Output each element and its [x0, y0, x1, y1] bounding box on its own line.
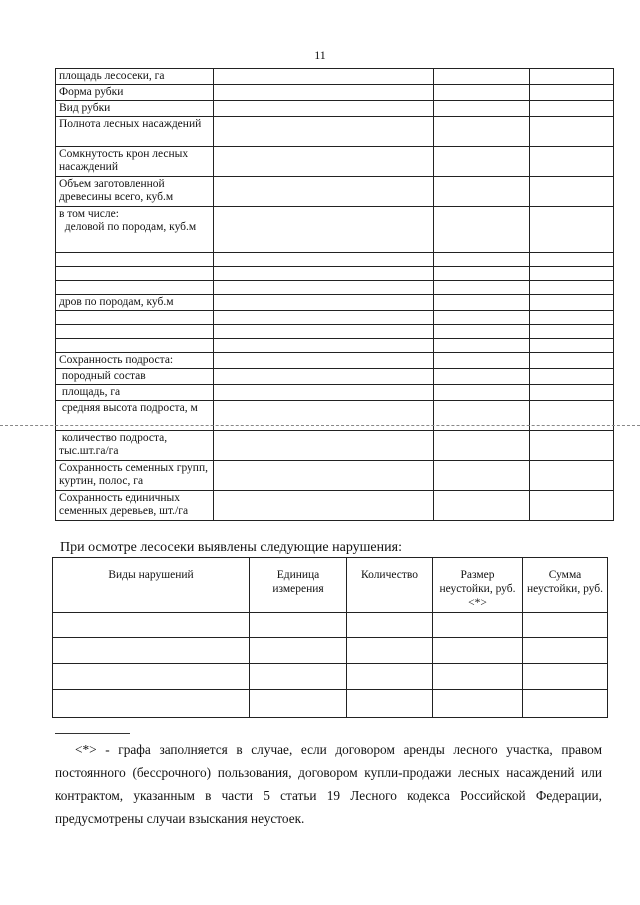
table-row [56, 369, 614, 385]
header-violation-types: Виды нарушений [53, 558, 250, 613]
empty-cell [530, 101, 614, 117]
empty-cell [214, 207, 434, 253]
empty-cell [434, 295, 530, 311]
empty-cell [347, 613, 433, 638]
table-row [56, 311, 614, 325]
empty-cell [214, 401, 434, 431]
empty-cell [214, 69, 434, 85]
table-row [56, 385, 614, 401]
empty-cell [434, 311, 530, 325]
empty-cell [214, 325, 434, 339]
row-label: количество подроста, тыс.шт.га/га [56, 431, 214, 461]
empty-cell [214, 385, 434, 401]
empty-cell [434, 267, 530, 281]
empty-cell [530, 147, 614, 177]
table-row [56, 253, 614, 267]
table-row [56, 117, 614, 147]
table-row [56, 491, 614, 521]
empty-cell [530, 353, 614, 369]
empty-cell [530, 431, 614, 461]
table-row [56, 147, 614, 177]
empty-cell [434, 117, 530, 147]
empty-cell [250, 690, 347, 718]
row-label: дров по породам, куб.м [56, 295, 214, 311]
scan-fold-line [0, 425, 640, 426]
table-row [56, 281, 614, 295]
empty-cell [434, 385, 530, 401]
table-row [56, 461, 614, 491]
empty-cell [347, 638, 433, 664]
empty-cell [530, 295, 614, 311]
empty-cell [434, 401, 530, 431]
table-row [56, 101, 614, 117]
empty-cell [433, 638, 523, 664]
empty-cell [433, 613, 523, 638]
empty-cell [434, 339, 530, 353]
row-label [56, 325, 214, 339]
table-row [56, 353, 614, 369]
table-row [53, 613, 608, 638]
empty-cell [250, 613, 347, 638]
empty-cell [530, 339, 614, 353]
empty-cell [530, 369, 614, 385]
footnote-text: <*> - графа заполняется в случае, если договором аренды лесного участка, правом постоянного (бессрочного) пользования, договором купли-продажи лесных насаждений или контрактом, указанным в части 5 статьи 19 Лесного кодекса Российской Федерации, предусмотрены случаи взыскания неустоек. [55, 742, 602, 826]
table-row [53, 664, 608, 690]
empty-cell [434, 253, 530, 267]
empty-cell [434, 207, 530, 253]
row-label: площадь, га [56, 385, 214, 401]
row-label: Вид рубки [56, 101, 214, 117]
table-row [56, 401, 614, 431]
empty-cell [347, 690, 433, 718]
violations-header-row [53, 558, 608, 613]
row-label: Сохранность единичных семенных деревьев, шт./га [56, 491, 214, 521]
empty-cell [434, 353, 530, 369]
header-unit: Единица измерения [250, 558, 347, 613]
empty-cell [53, 638, 250, 664]
empty-cell [214, 353, 434, 369]
empty-cell [523, 664, 608, 690]
row-label: Объем заготовленной древесины всего, куб.м [56, 177, 214, 207]
empty-cell [434, 325, 530, 339]
empty-cell [214, 369, 434, 385]
empty-cell [530, 177, 614, 207]
header-penalty-sum: Сумма неустойки, руб. [523, 558, 608, 613]
row-label: Сохранность подроста: [56, 353, 214, 369]
empty-cell [214, 267, 434, 281]
header-quantity: Количество [347, 558, 433, 613]
empty-cell [433, 664, 523, 690]
empty-cell [530, 69, 614, 85]
empty-cell [53, 664, 250, 690]
empty-cell [434, 101, 530, 117]
empty-cell [434, 281, 530, 295]
empty-cell [250, 664, 347, 690]
empty-cell [523, 613, 608, 638]
empty-cell [214, 177, 434, 207]
row-label: в том числе: деловой по породам, куб.м [56, 207, 214, 253]
empty-cell [523, 690, 608, 718]
row-label [56, 267, 214, 281]
table-row [53, 638, 608, 664]
empty-cell [434, 147, 530, 177]
table-row [53, 690, 608, 718]
table-row [56, 69, 614, 85]
empty-cell [214, 253, 434, 267]
empty-cell [214, 461, 434, 491]
empty-cell [433, 690, 523, 718]
empty-cell [53, 690, 250, 718]
empty-cell [214, 85, 434, 101]
empty-cell [434, 177, 530, 207]
empty-cell [214, 339, 434, 353]
empty-cell [250, 638, 347, 664]
empty-cell [530, 461, 614, 491]
row-label: средняя высота подроста, м [56, 401, 214, 431]
empty-cell [530, 207, 614, 253]
row-label [56, 253, 214, 267]
row-label: Полнота лесных насаждений [56, 117, 214, 147]
row-label [56, 281, 214, 295]
empty-cell [530, 491, 614, 521]
empty-cell [530, 325, 614, 339]
table-row [56, 325, 614, 339]
empty-cell [214, 295, 434, 311]
page-number: 11 [314, 48, 326, 62]
cutting-area-table [55, 68, 614, 521]
empty-cell [434, 431, 530, 461]
empty-cell [434, 461, 530, 491]
empty-cell [523, 638, 608, 664]
empty-cell [530, 253, 614, 267]
row-label [56, 311, 214, 325]
header-penalty-size: Размер неустойки, руб. <*> [433, 558, 523, 613]
empty-cell [530, 85, 614, 101]
empty-cell [214, 147, 434, 177]
empty-cell [434, 69, 530, 85]
violations-caption: При осмотре лесосеки выявлены следующие нарушения: [60, 540, 402, 555]
table-row [56, 267, 614, 281]
row-label: Сохранность семенных групп, куртин, полос, га [56, 461, 214, 491]
empty-cell [434, 369, 530, 385]
empty-cell [347, 664, 433, 690]
table-row [56, 85, 614, 101]
violations-table [52, 557, 608, 718]
empty-cell [530, 267, 614, 281]
row-label: площадь лесосеки, га [56, 69, 214, 85]
empty-cell [530, 311, 614, 325]
table-row [56, 295, 614, 311]
empty-cell [434, 491, 530, 521]
empty-cell [214, 281, 434, 295]
table-row [56, 177, 614, 207]
row-label: Форма рубки [56, 85, 214, 101]
table-row [56, 207, 614, 253]
footnote-separator [55, 733, 130, 734]
table-row [56, 339, 614, 353]
row-label: породный состав [56, 369, 214, 385]
empty-cell [214, 101, 434, 117]
empty-cell [530, 117, 614, 147]
row-label [56, 339, 214, 353]
empty-cell [530, 281, 614, 295]
empty-cell [214, 117, 434, 147]
row-label: Сомкнутость крон лесных насаждений [56, 147, 214, 177]
empty-cell [214, 311, 434, 325]
empty-cell [530, 401, 614, 431]
empty-cell [214, 431, 434, 461]
empty-cell [214, 491, 434, 521]
empty-cell [53, 613, 250, 638]
table-row [56, 431, 614, 461]
empty-cell [434, 85, 530, 101]
empty-cell [530, 385, 614, 401]
